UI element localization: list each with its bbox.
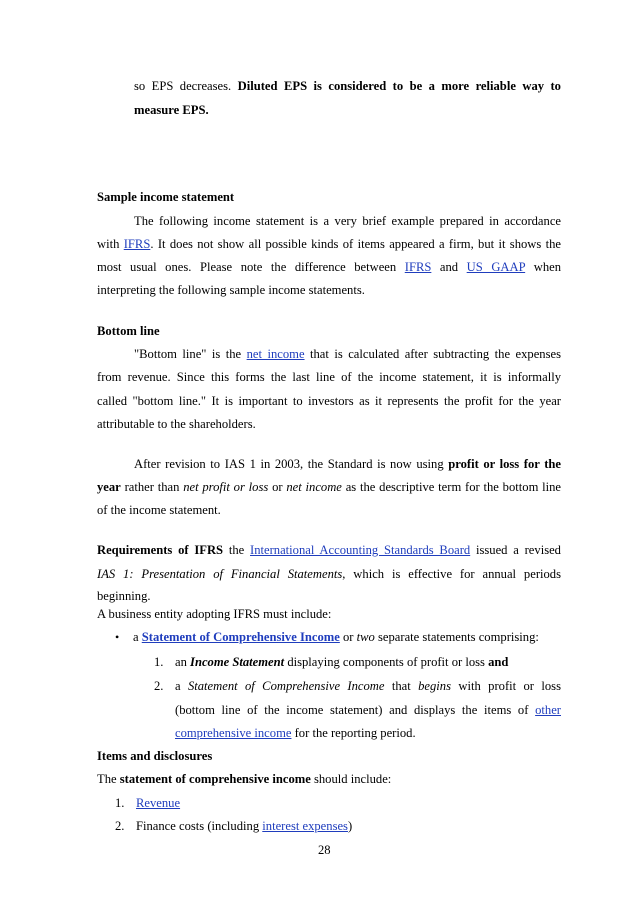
numbered-item-1: an Income Statement displaying components of profit or loss and <box>175 655 509 669</box>
sample-line-1: The following income statement is a very brief example prepared in accordance <box>134 214 561 228</box>
comprehensive-income-link[interactable]: comprehensive income <box>175 726 292 740</box>
items-list-number-2: 2. <box>115 819 125 833</box>
eps-paragraph-line-2 <box>134 102 209 118</box>
revision-line-3: of the income statement. <box>97 503 221 517</box>
us-gaap-link[interactable]: US GAAP <box>466 260 526 274</box>
bullet-item-1: a Statement of Comprehensive Income or two separate statements comprising: <box>133 630 539 644</box>
iasb-link[interactable]: International Accounting Standards Board <box>250 543 471 557</box>
eps-paragraph-line-1 <box>134 78 561 94</box>
bottom-line-2: from revenue. Since this forms the last line of the income statement, it is informally <box>97 370 561 384</box>
eps-emphasis-end: measure EPS. <box>134 103 209 117</box>
bullet-icon: • <box>115 630 120 644</box>
items-list-item-2: Finance costs (including interest expenses) <box>136 819 353 833</box>
revenue-link[interactable]: Revenue <box>136 796 181 810</box>
eps-emphasis: Diluted EPS is considered to be a more reliable way to <box>237 79 561 93</box>
requirements-line-1: Requirements of IFRS the International Accounting Standards Board issued a revised <box>97 543 561 557</box>
sample-line-4: interpreting the following sample income statements. <box>97 283 365 297</box>
page-number: 28 <box>318 843 331 857</box>
other-link[interactable]: other <box>535 703 561 717</box>
numbered-item-2-line-2: (bottom line of the income statement) and displays the items of other <box>175 703 561 717</box>
requirements-line-4: A business entity adopting IFRS must include: <box>97 607 332 621</box>
ifrs-link[interactable]: IFRS <box>123 237 151 251</box>
numbered-item-1-number: 1. <box>154 655 164 669</box>
items-list-item-1 <box>136 795 180 811</box>
numbered-item-2-line-3: comprehensive income for the reporting period. <box>175 726 416 740</box>
items-list-number-1: 1. <box>115 796 125 810</box>
net-income-link[interactable]: net income <box>246 347 305 361</box>
items-intro: The statement of comprehensive income should include: <box>97 772 392 786</box>
section-heading-bottom-line: Bottom line <box>97 324 160 338</box>
requirements-line-2: IAS 1: Presentation of Financial Statements, which is effective for annual periods <box>97 567 562 581</box>
ifrs-link-2[interactable]: IFRS <box>404 260 432 274</box>
eps-text: so EPS decreases. <box>134 79 232 93</box>
bottom-line-1: "Bottom line" is the net income that is calculated after subtracting the expenses <box>134 347 561 361</box>
numbered-item-2-number: 2. <box>154 679 164 693</box>
section-heading-sample: Sample income statement <box>97 190 235 204</box>
requirements-line-3: beginning. <box>97 589 151 603</box>
revision-line-2: year rather than net profit or loss or net income as the descriptive term for the bottom line <box>97 480 562 494</box>
numbered-item-2-line-1: a Statement of Comprehensive Income that begins with profit or loss <box>175 679 561 693</box>
interest-expenses-link[interactable]: interest expenses <box>262 819 348 833</box>
sample-line-3: most usual ones. Please note the difference between IFRS and US GAAP when <box>97 260 561 274</box>
sample-line-2: with IFRS. It does not show all possible kinds of items appeared a firm, but it shows the <box>97 237 562 251</box>
bottom-line-4: attributable to the shareholders. <box>97 417 256 431</box>
bottom-line-3: called "bottom line." It is important to investors as it represents the profit for the year <box>97 394 561 408</box>
revision-line-1: After revision to IAS 1 in 2003, the Standard is now using profit or loss for the <box>134 457 562 471</box>
statement-comprehensive-income-link[interactable]: Statement of Comprehensive Income <box>141 630 340 644</box>
section-heading-items: Items and disclosures <box>97 749 213 763</box>
